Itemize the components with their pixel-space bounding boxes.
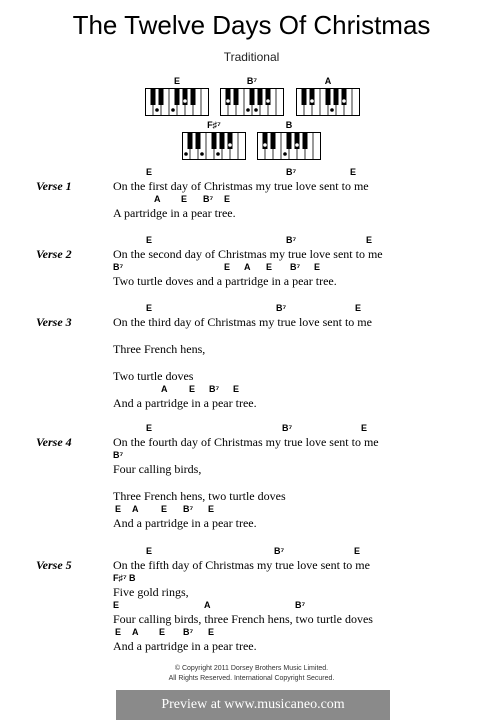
finger-dot [342,99,346,103]
lyric-line: Two turtle doves [113,369,194,383]
lyric-line: Three French hens, two turtle doves [113,489,286,503]
chord-symbol: A [132,627,139,637]
chord-symbol: A [161,384,168,394]
finger-dot [310,99,314,103]
chord-chart-name: B [285,120,293,130]
copyright-line: All Rights Reserved. International Copyright Secured. [168,675,335,682]
verse-label: Verse 3 [36,315,72,329]
lyric-line: On the first day of Christmas my true love sent to me [113,179,369,193]
song-title: The Twelve Days Of Christmas [72,10,431,40]
lyric-line: Five gold rings, [113,585,189,599]
chord-symbol: A [244,262,251,272]
lyric-line: And a partridge in a pear tree. [113,516,257,530]
chord-symbol: E [366,235,373,245]
verse-label: Verse 4 [36,435,72,449]
lyric-line: Two turtle doves and a partridge in a pear tree. [113,274,337,288]
finger-dot [228,143,232,147]
finger-dot [200,152,204,156]
keyboard-icon [296,88,360,116]
chord-symbol: F♯⁷ [113,573,127,583]
chord-symbol: E [146,303,153,313]
chord-symbol: B⁷ [203,194,214,204]
chord-symbol: B⁷ [183,504,194,514]
chord-symbol: A [154,194,161,204]
finger-dot [155,108,159,112]
lyric-line: A partridge in a pear tree. [113,206,236,220]
copyright-notice [0,664,503,684]
finger-dot [266,99,270,103]
verse-label: Verse 5 [36,558,72,572]
preview-banner[interactable]: Preview at www.musicaneo.com [116,690,390,720]
lyric-line: Three French hens, [113,342,206,356]
chord-symbol: B⁷ [286,167,297,177]
chord-symbol: B⁷ [274,546,285,556]
finger-dot [246,108,250,112]
finger-dot [330,108,334,112]
chord-symbol: E [146,423,153,433]
finger-dot [171,108,175,112]
chord-symbol: E [189,384,196,394]
chord-symbol: B⁷ [113,262,124,272]
chord-symbol: A [204,600,211,610]
song-subtitle: Traditional [223,50,280,64]
chord-symbol: E [146,235,153,245]
finger-dot [263,143,267,147]
chord-symbol: E [224,194,231,204]
copyright-line: © Copyright 2011 Dorsey Brothers Music Limited. [174,665,329,672]
chord-symbol: B⁷ [290,262,301,272]
lyric-line: And a partridge in a pear tree. [113,396,257,410]
finger-dot [183,99,187,103]
chord-symbol: E [115,504,122,514]
finger-dot [254,108,258,112]
chord-symbol: E [161,504,168,514]
verse-label: Verse 2 [36,247,72,261]
chord-chart-name: B⁷ [246,76,258,86]
lyric-line: Four calling birds, [113,462,202,476]
chord-chart-name: E [173,76,180,86]
lyric-line: On the second day of Christmas my true love sent to me [113,247,383,261]
lyric-line: On the fifth day of Christmas my true love sent to me [113,558,370,572]
chord-chart-name: A [324,76,332,86]
chord-symbol: E [266,262,273,272]
verse-label: Verse 1 [36,179,72,193]
lyric-line: On the third day of Christmas my true love sent to me [113,315,372,329]
chord-symbol: B [129,573,136,583]
finger-dot [216,152,220,156]
chord-symbol: E [159,627,166,637]
keyboard-icon [182,132,246,160]
keyboard-icon [145,88,209,116]
lyric-line: Four calling birds, three French hens, two turtle doves [113,612,373,626]
keyboard-icon [257,132,321,160]
keyboard-icon [220,88,284,116]
chord-symbol: E [361,423,368,433]
finger-dot [283,152,287,156]
chord-symbol: E [350,167,357,177]
chord-symbol: B⁷ [209,384,220,394]
chord-symbol: E [208,504,215,514]
chord-symbol: E [181,194,188,204]
lyric-line: And a partridge in a pear tree. [113,639,257,653]
chord-symbol: E [146,546,153,556]
chord-symbol: E [233,384,240,394]
chord-symbol: E [354,546,361,556]
chord-symbol: E [113,600,120,610]
chord-symbol: B⁷ [183,627,194,637]
chord-symbol: A [132,504,139,514]
chord-symbol: E [115,627,122,637]
chord-symbol: B⁷ [295,600,306,610]
chord-symbol: E [224,262,231,272]
chord-symbol: B⁷ [276,303,287,313]
chord-symbol: B⁷ [286,235,297,245]
chord-symbol: E [314,262,321,272]
chord-symbol: E [146,167,153,177]
chord-symbol: E [208,627,215,637]
finger-dot [184,152,188,156]
chord-symbol: E [355,303,362,313]
chord-chart-name: F♯⁷ [207,120,221,130]
finger-dot [226,99,230,103]
chord-symbol: B⁷ [282,423,293,433]
lyric-line: On the fourth day of Christmas my true love sent to me [113,435,379,449]
chord-symbol: B⁷ [113,450,124,460]
finger-dot [295,143,299,147]
